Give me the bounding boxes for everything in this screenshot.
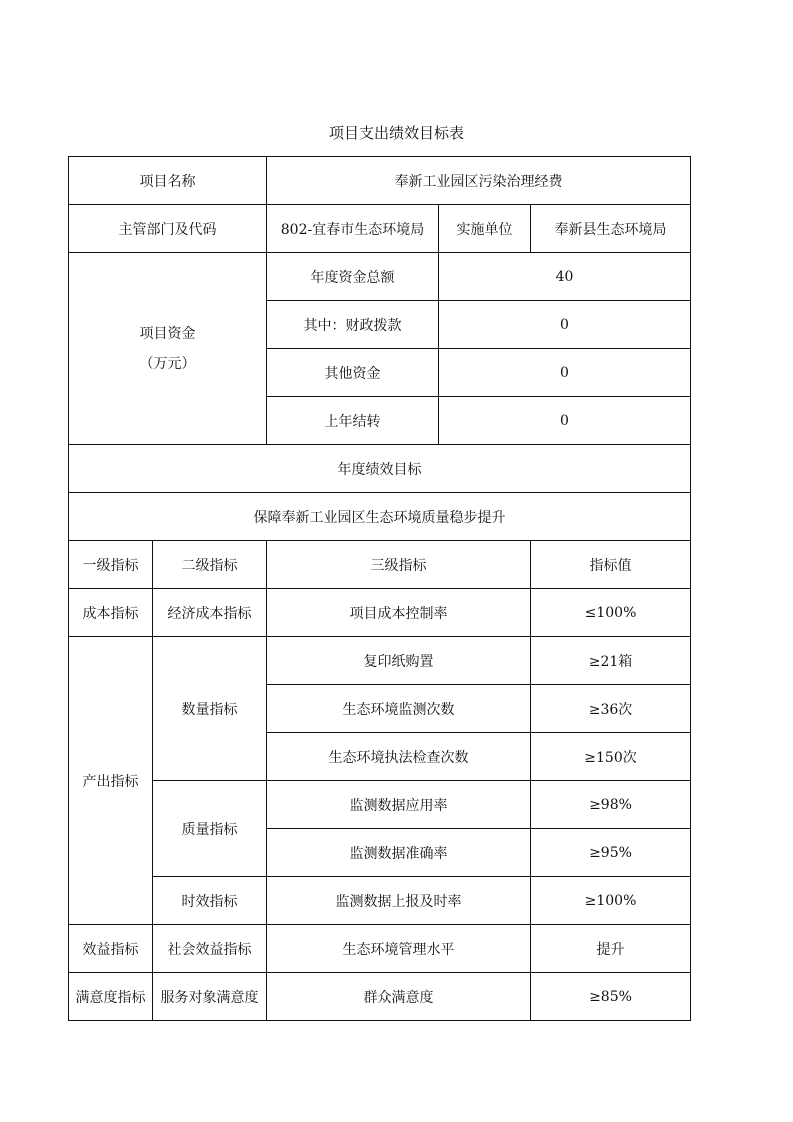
timeliness-label: 时效指标 [153, 877, 267, 925]
fund-fiscal-label: 其中：财政拨款 [267, 301, 439, 349]
fund-other-value: 0 [439, 349, 691, 397]
cost-value: ≤100% [531, 589, 691, 637]
fund-unit: （万元） [139, 355, 196, 372]
quantity-value: ≥21箱 [531, 637, 691, 685]
header-level1: 一级指标 [69, 541, 153, 589]
fund-total-label: 年度资金总额 [267, 253, 439, 301]
table-row [69, 781, 691, 829]
output-level1: 产出指标 [69, 637, 153, 925]
quantity-label: 数量指标 [153, 637, 267, 781]
quality-value: ≥98% [531, 781, 691, 829]
cost-level1: 成本指标 [69, 589, 153, 637]
page-title: 项目支出绩效目标表 [328, 124, 464, 142]
benefit-level3: 生态环境管理水平 [267, 925, 531, 973]
project-name-row [69, 157, 691, 205]
dept-label: 主管部门及代码 [69, 205, 267, 253]
dept-value: 802-宜春市生态环境局 [267, 205, 439, 253]
fund-row [69, 253, 691, 301]
table-row [69, 589, 691, 637]
quantity-value: ≥36次 [531, 685, 691, 733]
quantity-item: 生态环境执法检查次数 [267, 733, 531, 781]
fund-label-cell [69, 253, 267, 445]
cost-level2: 经济成本指标 [153, 589, 267, 637]
timeliness-item: 监测数据上报及时率 [267, 877, 531, 925]
satisfaction-value: ≥85% [531, 973, 691, 1021]
quantity-item: 生态环境监测次数 [267, 685, 531, 733]
quantity-item: 复印纸购置 [267, 637, 531, 685]
annual-goal-row [69, 445, 691, 493]
fund-fiscal-value: 0 [439, 301, 691, 349]
annual-goal-label: 年度绩效目标 [69, 445, 691, 493]
cost-level3: 项目成本控制率 [267, 589, 531, 637]
benefit-value: 提升 [531, 925, 691, 973]
impl-value: 奉新县生态环境局 [531, 205, 691, 253]
fund-carryover-label: 上年结转 [267, 397, 439, 445]
header-level2: 二级指标 [153, 541, 267, 589]
indicator-header-row [69, 541, 691, 589]
table-row [69, 925, 691, 973]
fund-other-label: 其他资金 [267, 349, 439, 397]
satisfaction-level2: 服务对象满意度 [153, 973, 267, 1021]
quantity-value: ≥150次 [531, 733, 691, 781]
quality-label: 质量指标 [153, 781, 267, 877]
table-row [69, 973, 691, 1021]
fund-label: 项目资金 [139, 325, 196, 342]
annual-goal-content: 保障奉新工业园区生态环境质量稳步提升 [69, 493, 691, 541]
benefit-level2: 社会效益指标 [153, 925, 267, 973]
benefit-level1: 效益指标 [69, 925, 153, 973]
timeliness-value: ≥100% [531, 877, 691, 925]
header-level3: 三级指标 [267, 541, 531, 589]
satisfaction-level1: 满意度指标 [69, 973, 153, 1021]
performance-table [68, 156, 691, 1021]
table-row [69, 637, 691, 685]
fund-carryover-value: 0 [439, 397, 691, 445]
annual-goal-content-row [69, 493, 691, 541]
quality-value: ≥95% [531, 829, 691, 877]
impl-label: 实施单位 [439, 205, 531, 253]
fund-total-value: 40 [439, 253, 691, 301]
quality-item: 监测数据应用率 [267, 781, 531, 829]
satisfaction-level3: 群众满意度 [267, 973, 531, 1021]
project-name-label: 项目名称 [69, 157, 267, 205]
dept-row [69, 205, 691, 253]
table-row [69, 877, 691, 925]
header-value: 指标值 [531, 541, 691, 589]
quality-item: 监测数据准确率 [267, 829, 531, 877]
project-name-value: 奉新工业园区污染治理经费 [267, 157, 691, 205]
